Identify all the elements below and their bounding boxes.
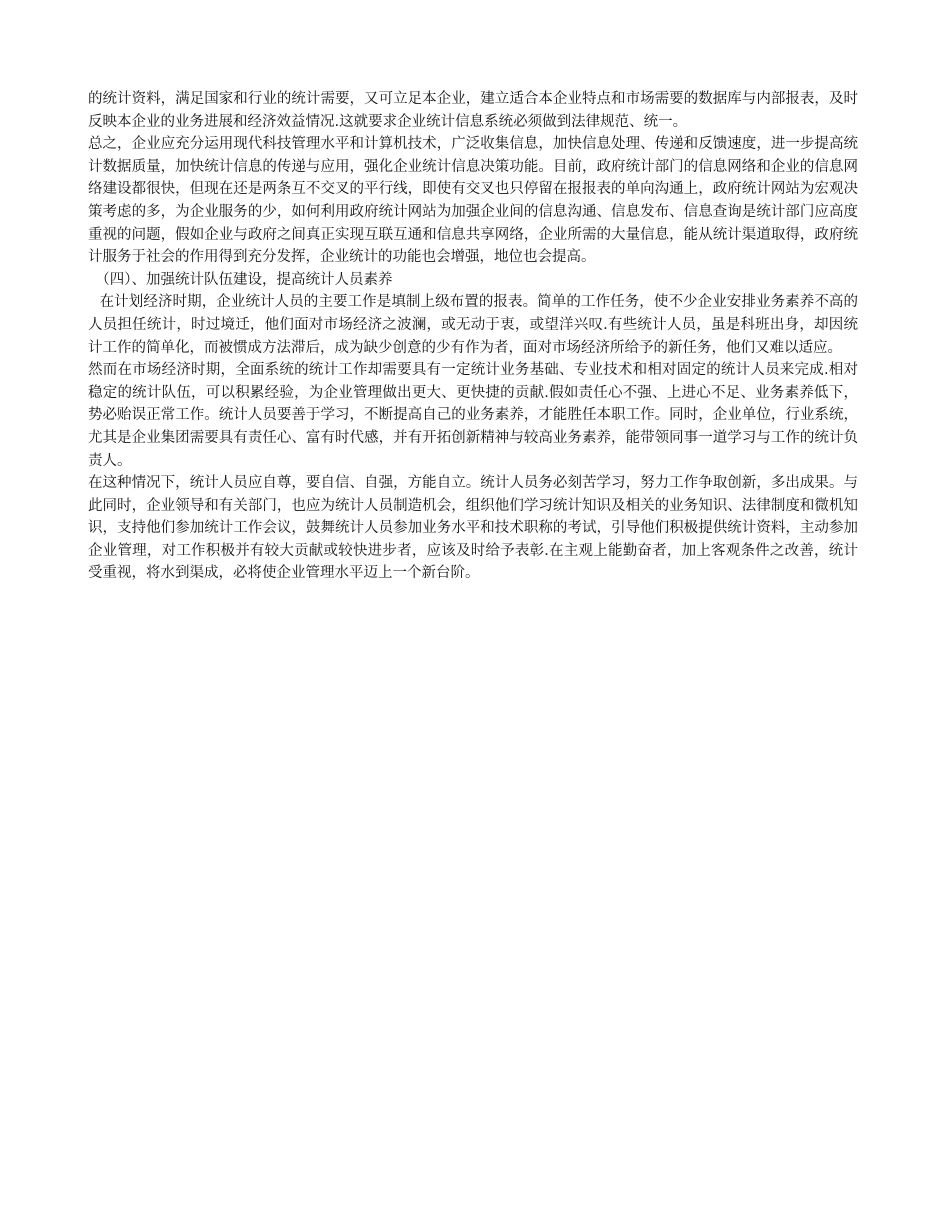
paragraph-self-improvement: 在这种情况下，统计人员应自尊，要自信、自强，方能自立。统计人员务必刻苦学习，努力工作争取创新，多出成果。与此同时，企业领导和有关部门，也应为统计人员制造机会，组织他们学习统计知识及相关的业务知识、法律制度和微机知识，支持他们参加统计工作会议，鼓舞统计人员参加业务水平和技术职称的考试，引导他们积极提供统计资料，主动参加企业管理，对工作积极并有较大贡献或较快进步者，应该及时给予表彰.在主观上能勤奋者，加上客观条件之改善，统计受重视，将水到渠成，必将使企业管理水平迈上一个新台阶。 — [88, 475, 858, 582]
paragraph-summary: 总之，企业应充分运用现代科技管理水平和计算机技术，广泛收集信息，加快信息处理、传递和反馈速度，进一步提高统计数据质量，加快统计信息的传递与应用，强化企业统计信息决策功能。目前，政府统计部门的信息网络和企业的信息网络建设都很快，但现在还是两条互不交叉的平行线，即使有交叉也只停留在报报表的单向沟通上，政府统计网站为宏观决策考虑的多，为企业服务的少，如何利用政府统计网站为加强企业间的信息沟通、信息发布、信息查询是统计部门应高度重视的问题，假如企业与政府之间真正实现互联互通和信息共享网络，企业所需的大量信息，能从统计渠道取得，政府统计服务于社会的作用得到充分发挥，企业统计的功能也会增强，地位也会提高。 — [88, 136, 858, 266]
document-body — [88, 88, 858, 585]
paragraph-statistical-data: 的统计资料，满足国家和行业的统计需要，又可立足本企业，建立适合本企业特点和市场需要的数据库与内部报表，及时反映本企业的业务进展和经济效益情况.这就要求企业统计信息系统必须做到法律规范、统一。 — [88, 91, 858, 130]
paragraph-planned-economy: 在计划经济时期，企业统计人员的主要工作是填制上级布置的报表。简单的工作任务，使不少企业安排业务素养不高的人员担任统计，时过境迁，他们面对市场经济之波澜，或无动于衷，或望洋兴叹.有些统计人员，虽是科班出身，却因统计工作的简单化，而被惯成方法滞后，成为缺少创意的少有作为者，面对市场经济所给予的新任务，他们又难以适应。 — [88, 294, 858, 356]
section-heading-team-building: （四）、加强统计队伍建设，提高统计人员素养 — [95, 271, 393, 288]
paragraph-market-economy: 然而在市场经济时期，全面系统的统计工作却需要具有一定统计业务基础、专业技术和相对固定的统计人员来完成.相对稳定的统计队伍，可以积累经验，为企业管理做出更大、更快捷的贡献.假如责任心不强、上进心不足、业务素养低下，势必贻误正常工作。统计人员要善于学习，不断提高自己的业务素养，才能胜任本职工作。同时，企业单位，行业系统，尤其是企业集团需要具有责任心、富有时代感，并有开拓创新精神与较高业务素养，能带领同事一道学习与工作的统计负责人。 — [88, 362, 858, 469]
